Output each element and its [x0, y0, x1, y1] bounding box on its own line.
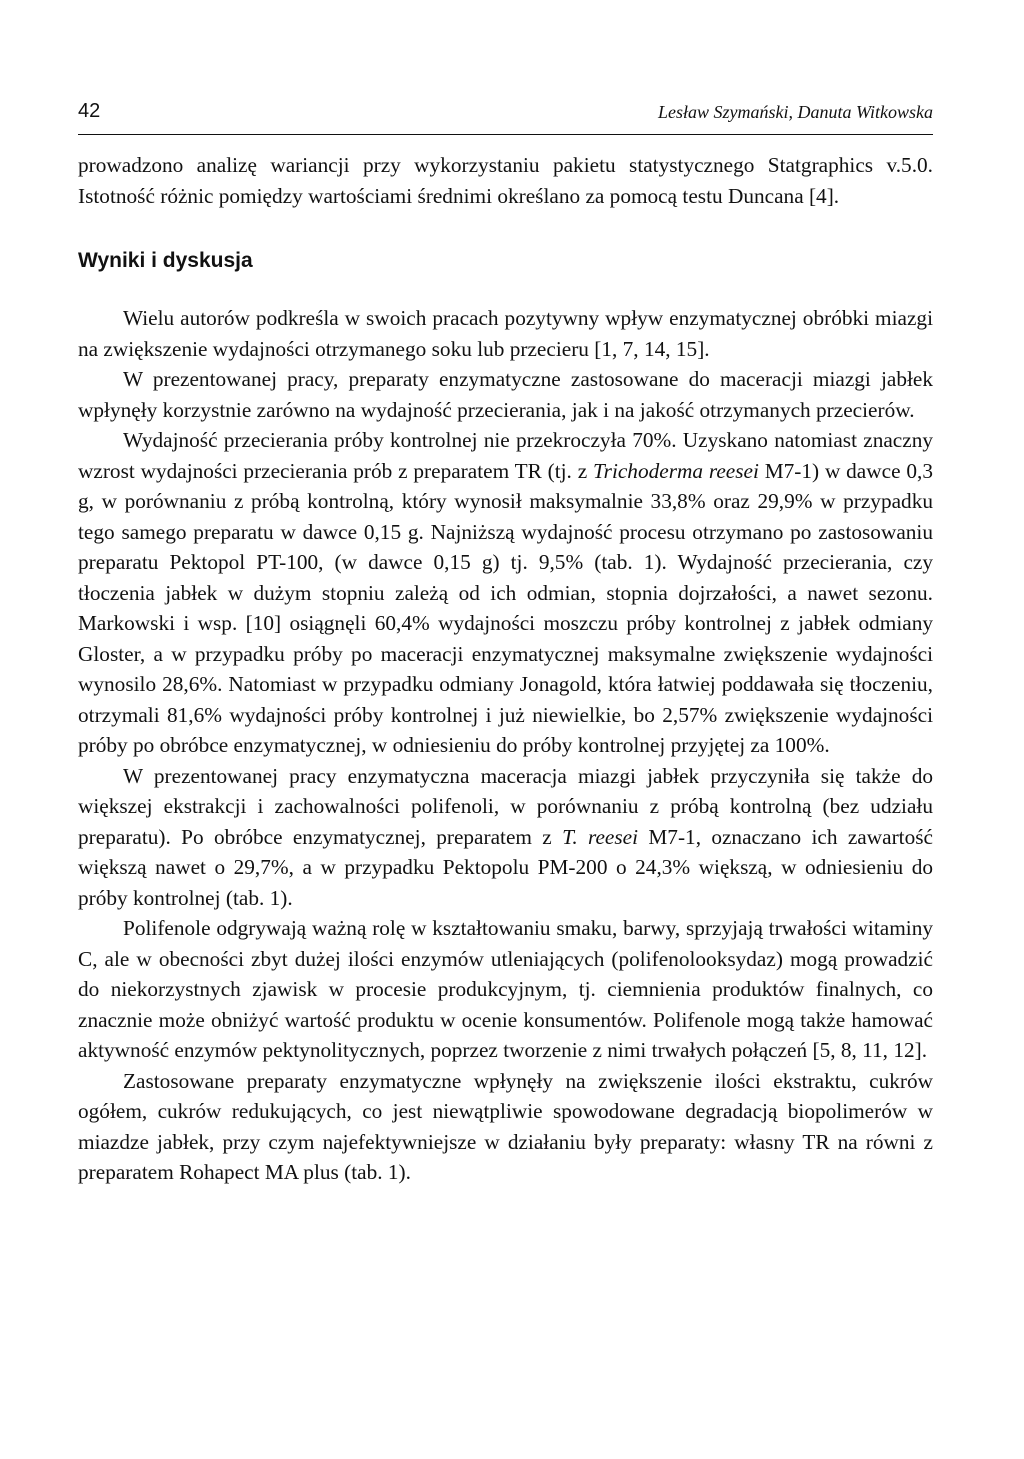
running-header: [78, 100, 933, 135]
paragraph-5: Polifenole odgrywają ważną rolę w kształtowaniu smaku, barwy, sprzyjają trwałości witaminy C, ale w obecności zbyt dużej ilości enzymów utleniających (polifenolooksydaz) mogą prowadzić do niekorzystnych zjawisk w procesie produkcyjnym, tj. ciemnienia produktów finalnych, co znacznie może obniżyć wartość produktu w ocenie konsumentów. Polifenole mogą także hamować aktywność enzymów pektynolitycznych, poprzez tworzenie z nimi trwałych połączeń [5, 8, 11, 12].: [78, 916, 933, 1062]
paragraph-4-text-b: M7-1, oznaczano ich zawartość większą nawet o 29,7%, a w przypadku Pektopolu PM-200 o 24,3% większą, w odniesieniu do próby kontrolnej (tab. 1).: [78, 824, 933, 910]
species-name-short: T. reesei: [562, 824, 639, 849]
running-header-authors: Lesław Szymański, Danuta Witkowska: [658, 102, 933, 122]
page-number: 42: [78, 100, 101, 122]
paragraph-4-text-a: W prezentowanej pracy enzymatyczna maceracja miazgi jabłek przyczyniła się także do większej ekstrakcji i zachowalności polifenoli, w porównaniu z próbą kontrolną (bez udziału preparatu). Po obróbce enzymatycznej, preparatem z: [78, 763, 933, 849]
paragraph-3-text-b: M7-1) w dawce 0,3 g, w porównaniu z próbą kontrolną, który wynosił maksymalnie 33,8% oraz 29,9% w przypadku tego samego preparatu w dawce 0,15 g. Najniższą wydajność procesu otrzymano po zastosowaniu preparatu Pektopol PT-100, (w dawce 0,15 g) tj. 9,5% (tab. 1). Wydajność przecierania, czy tłoczenia jabłek w dużym stopniu zależą od ich odmian, stopnia dojrzałości, a nawet sezonu. Markowski i wsp. [10] osiągnęli 60,4% wydajności moszczu próby kontrolnej z jabłek odmiany Gloster, a w przypadku próby po maceracji enzymatycznej maksymalne zwiększenie wydajności wynosilo 28,6%. Natomiast w przypadku odmiany Jonagold, która łatwiej poddawała się tłoczeniu, otrzymali 81,6% wydajności próby kontrolnej i już niewielkie, bo 2,57% zwiększenie wydajności próby po obróbce enzymatycznej, w odniesieniu do próby kontrolnej przyjętej za 100%.: [78, 458, 933, 757]
paragraph-3: [78, 425, 933, 761]
paragraph-6: Zastosowane preparaty enzymatyczne wpłynęły na zwiększenie ilości ekstraktu, cukrów ogółem, cukrów redukujących, co jest niewątpliwie spowodowane degradacją biopolimerów w miazdze jabłek, przy czym najefektywniejsze w działaniu były preparaty: własny TR na równi z preparatem Rohapect MA plus (tab. 1).: [78, 1068, 933, 1184]
intro-paragraph: prowadzono analizę wariancji przy wykorzystaniu pakietu statystycznego Statgraphics v.5.0. Istotność różnic pomiędzy wartościami średnimi określano za pomocą testu Duncana [4].: [78, 153, 933, 208]
paragraph-4: [78, 761, 933, 914]
section-heading: Wyniki i dyskusja: [78, 249, 253, 272]
paragraph-1: Wielu autorów podkreśla w swoich pracach pozytywny wpływ enzymatycznej obróbki miazgi na zwiększenie wydajności otrzymanego soku lub przecieru [1, 7, 14, 15].: [78, 306, 933, 361]
species-name: Trichoderma reesei: [592, 458, 759, 483]
body-text: [78, 150, 933, 1188]
paragraph-2: W prezentowanej pracy, preparaty enzymatyczne zastosowane do maceracji miazgi jabłek wpłynęły korzystnie zarówno na wydajność przecierania, jak i na jakość otrzymanych przecierów.: [78, 367, 933, 422]
paragraph-3-text-a: Wydajność przecierania próby kontrolnej nie przekroczyła 70%. Uzyskano natomiast znaczny wzrost wydajności przecierania prób z preparatem TR (tj. z: [78, 428, 933, 483]
